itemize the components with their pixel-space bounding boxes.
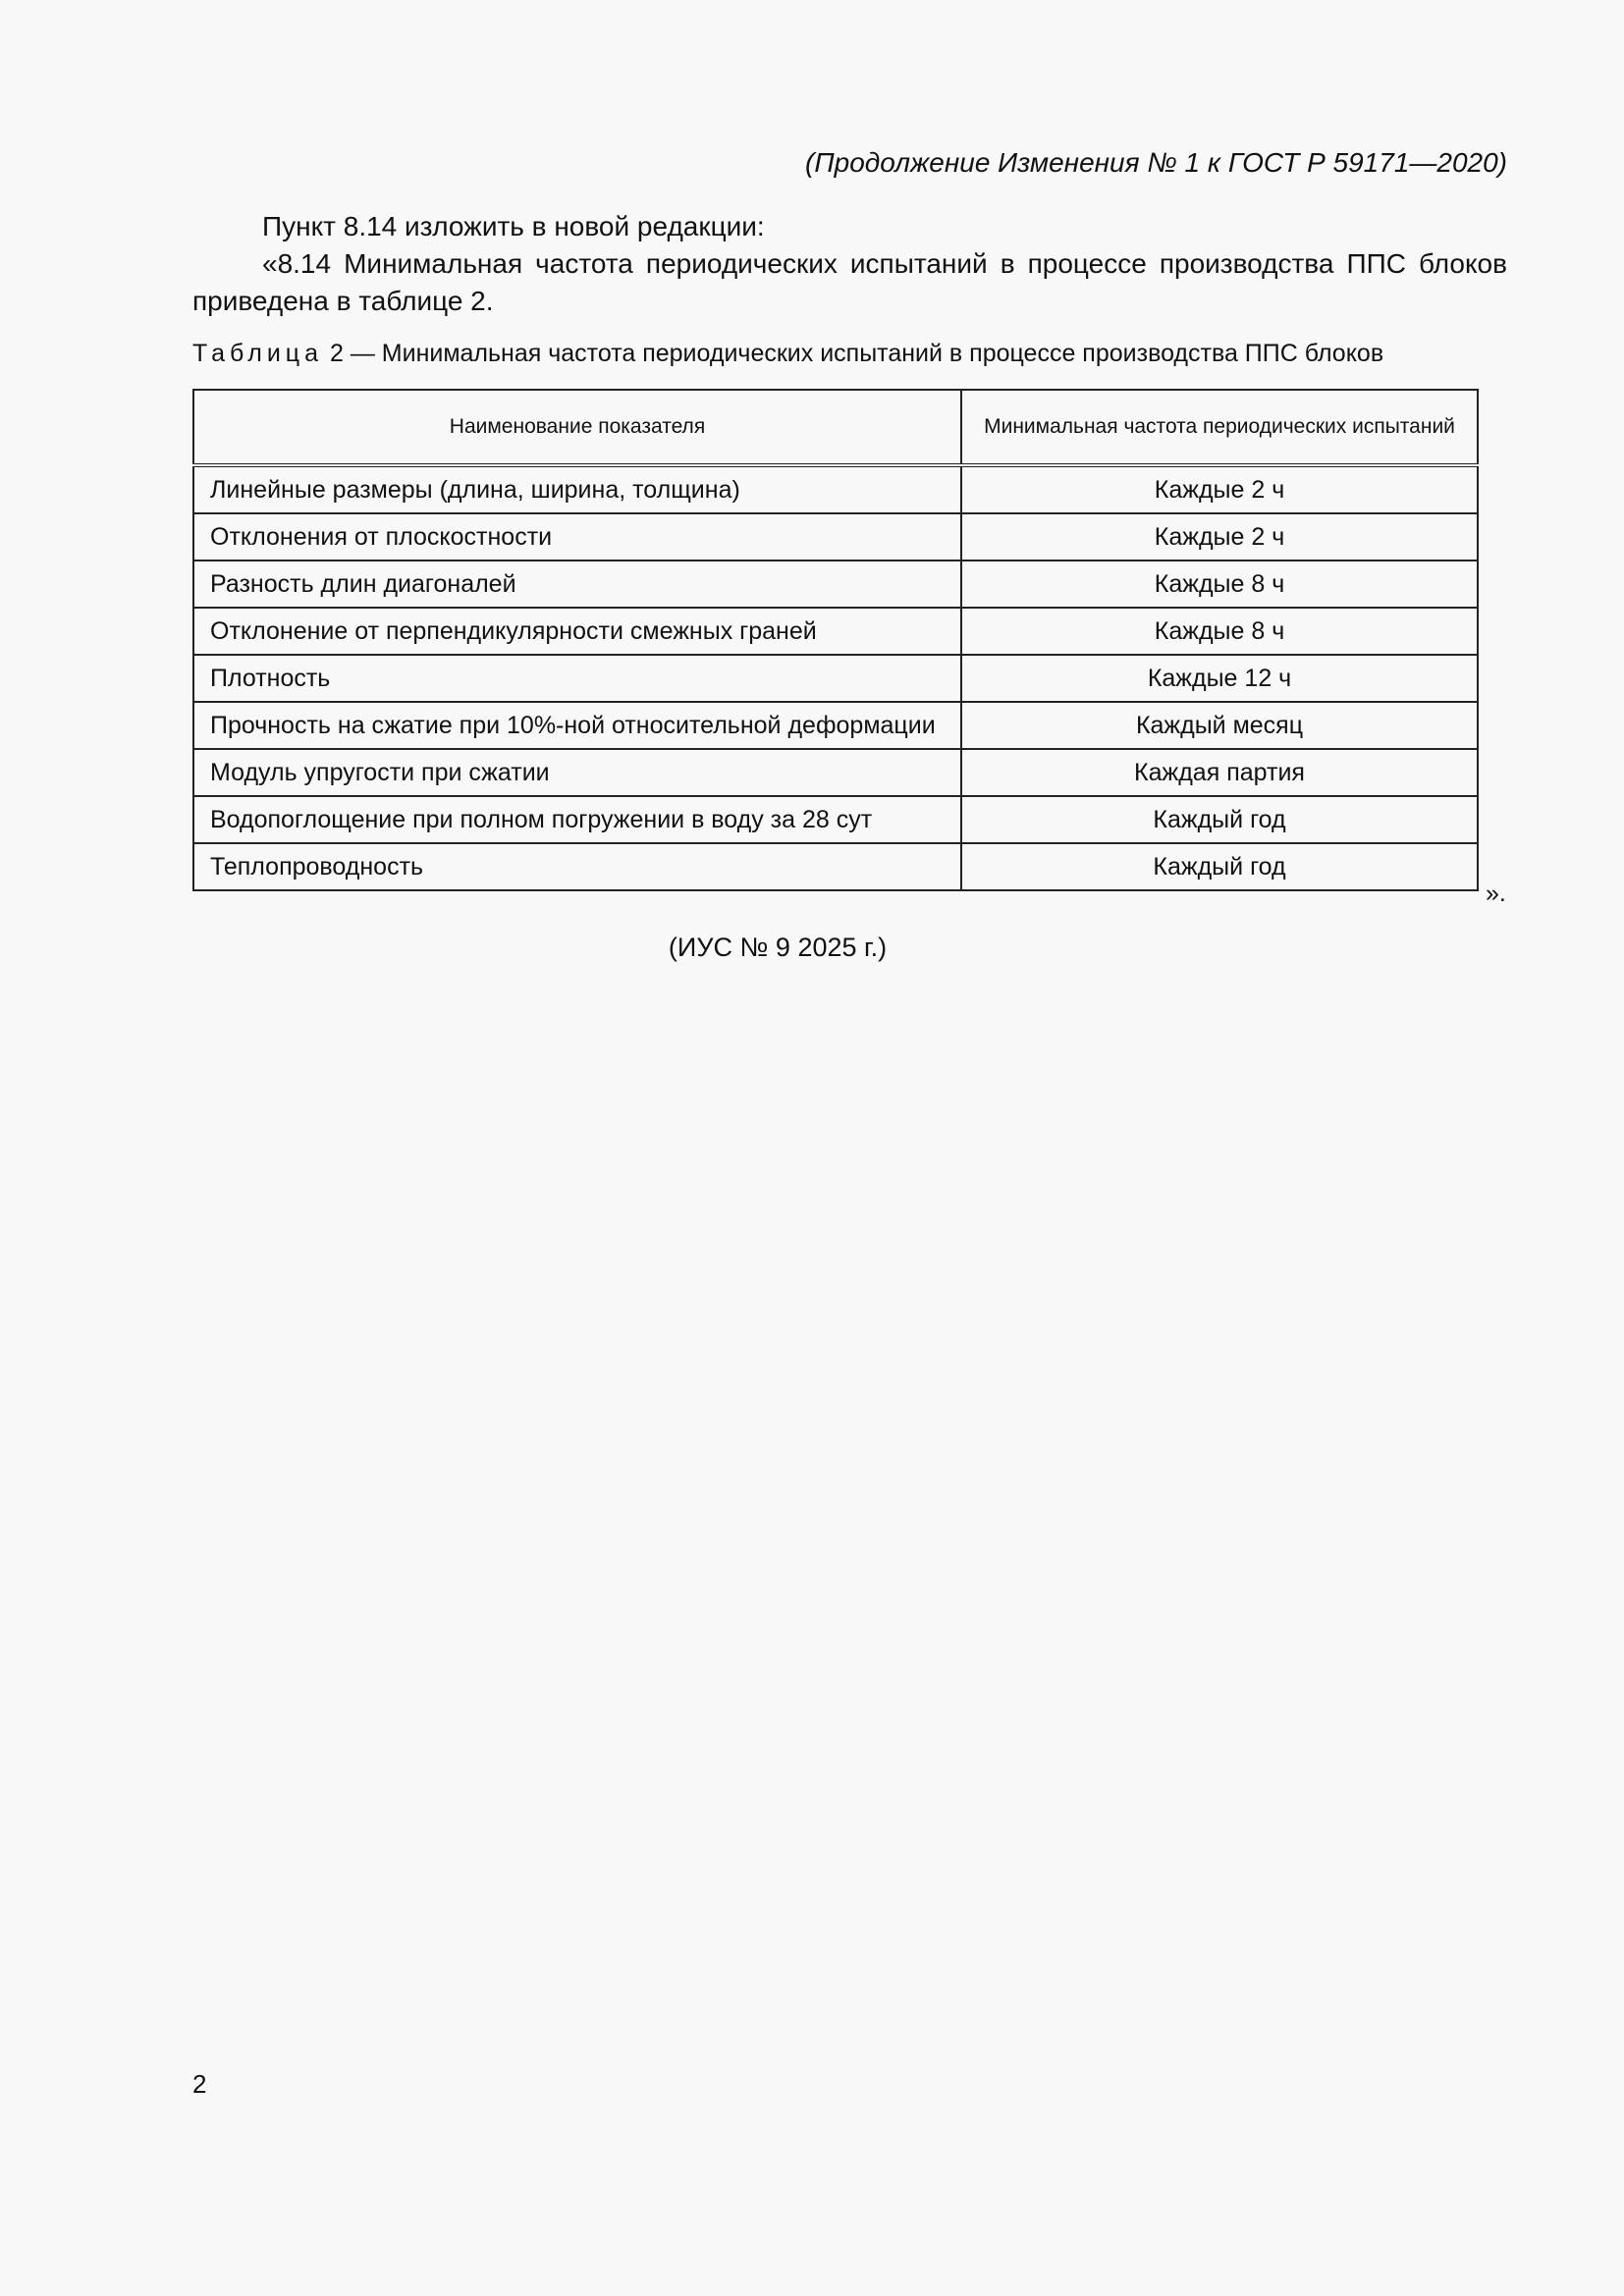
row-name-cell: Линейные размеры (длина, ширина, толщина) <box>193 465 961 513</box>
table-caption-prefix: Таблица <box>192 340 324 367</box>
row-name-cell: Водопоглощение при полном погружении в воду за 28 сут <box>193 796 961 843</box>
row-name-cell: Прочность на сжатие при 10%-ной относительной деформации <box>193 702 961 749</box>
table-row <box>193 513 1478 561</box>
table-row <box>193 702 1478 749</box>
frequency-table <box>192 389 1479 891</box>
row-name-cell: Отклонение от перпендикулярности смежных граней <box>193 608 961 655</box>
row-frequency-cell: Каждая партия <box>961 749 1478 796</box>
row-name-cell: Отклонения от плоскостности <box>193 513 961 561</box>
row-frequency-cell: Каждый год <box>961 843 1478 890</box>
table-caption-text: 2 — Минимальная частота периодических испытаний в процессе производства ППС блоков <box>329 340 1384 367</box>
table-caption <box>192 340 1383 368</box>
row-frequency-cell: Каждый месяц <box>961 702 1478 749</box>
column-header-frequency: Минимальная частота периодических испытаний <box>961 390 1478 465</box>
column-header-name: Наименование показателя <box>193 390 961 465</box>
table-row <box>193 608 1478 655</box>
row-frequency-cell: Каждый год <box>961 796 1478 843</box>
paragraph-clause: «8.14 Минимальная частота периодических испытаний в процессе производства ППС блоков приведена в таблице 2. <box>192 248 1507 316</box>
row-frequency-cell: Каждые 8 ч <box>961 561 1478 608</box>
table-row <box>193 561 1478 608</box>
table-row <box>193 655 1478 702</box>
page-number: 2 <box>192 2069 207 2099</box>
table-header-row <box>193 390 1478 465</box>
row-name-cell: Теплопроводность <box>193 843 961 890</box>
row-frequency-cell: Каждые 2 ч <box>961 513 1478 561</box>
table-row <box>193 465 1478 513</box>
table-row <box>193 749 1478 796</box>
closing-quote: ». <box>1486 880 1506 907</box>
paragraph-intro: Пункт 8.14 изложить в новой редакции: <box>262 211 765 241</box>
table-row <box>193 796 1478 843</box>
row-name-cell: Разность длин диагоналей <box>193 561 961 608</box>
row-frequency-cell: Каждые 2 ч <box>961 465 1478 513</box>
running-title: (Продолжение Изменения № 1 к ГОСТ Р 59171—2020) <box>805 147 1507 178</box>
row-name-cell: Модуль упругости при сжатии <box>193 749 961 796</box>
row-name-cell: Плотность <box>193 655 961 702</box>
table-row <box>193 843 1478 890</box>
row-frequency-cell: Каждые 8 ч <box>961 608 1478 655</box>
source-note: (ИУС № 9 2025 г.) <box>668 933 888 962</box>
row-frequency-cell: Каждые 12 ч <box>961 655 1478 702</box>
